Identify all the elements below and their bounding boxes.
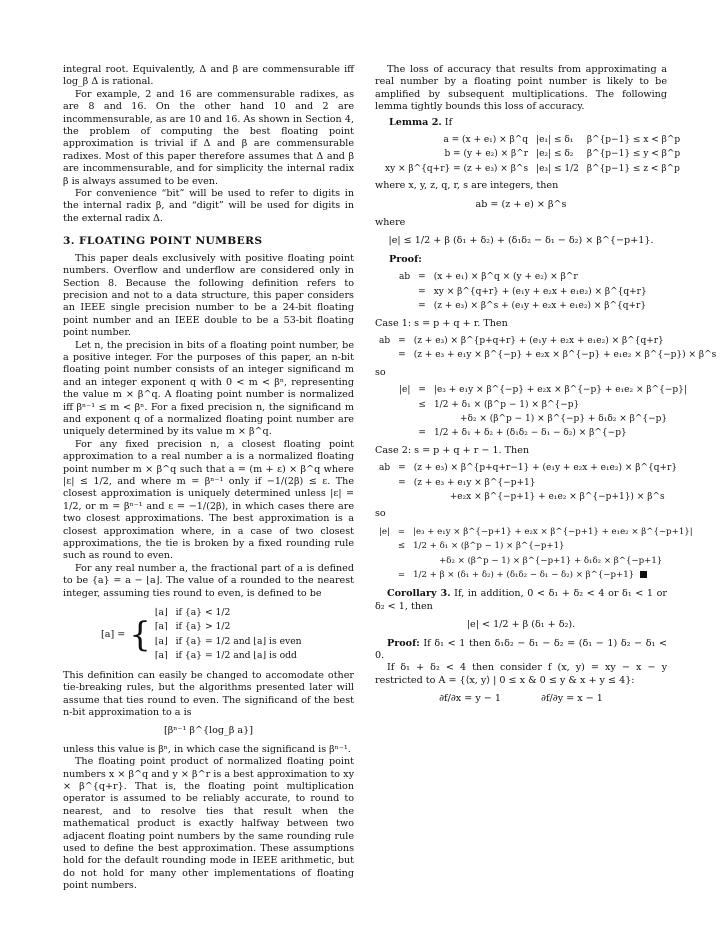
proof-label: Proof:: [389, 253, 422, 265]
product-equation: ab = (z + e) × β^s: [475, 198, 567, 210]
eq-rhs: +δ₂ × (β^p − 1) × β^{−p+1} + δ₁δ₂ × β^{−p+1}: [439, 555, 663, 566]
case-value: ⌊a⌋: [154, 607, 168, 619]
lemma-range: β^{p−1} ≤ z < β^p: [586, 163, 680, 174]
corollary: [375, 588, 667, 613]
paragraph: For convenience “bit” will be used to refer to digits in the internal radix β, and “digit” will be used for digits in the external radix Δ.: [63, 188, 354, 224]
eq-rel: [394, 490, 410, 504]
eq-rhs: (z + e₃) × β^s + (e₁y + e₂x + e₁e₂) × β^{q+r}: [433, 301, 647, 312]
lemma-equation: a = (x + e₁) × β^q: [443, 135, 529, 146]
case2-bound: [375, 525, 697, 583]
case1-bound: [395, 383, 691, 441]
paragraph: so: [375, 366, 386, 378]
eq-rel: =: [397, 570, 406, 580]
corollary-equation: |e| < 1/2 + β (δ₁ + δ₂).: [466, 619, 576, 631]
paragraph: For any fixed precision n, a closest floating point approximation to a real number a is a normalized floating point number m × β^q such that a = (m + ε) × β^q where |ε| ≤ 1/2, and where m = βⁿ⁻¹ only if −1/(2β) ≤ ε. The closest approximation is uniquely determined unless |ε| = 1/2, or m = βⁿ⁻¹ and ε = −1/(2β), in which cases there are two closest approximations. The best approximation is a closest approximation where, in a case of two closest approximations, the tie is broken by a fixed rounding rule such as round to even.: [63, 438, 354, 562]
paragraph: where: [375, 217, 406, 229]
eq-rel: =: [418, 286, 426, 297]
paragraph: The loss of accuracy that results from approximating a real number by a floating point number is likely to be amplified by subsequent multiplications. The following lemma tightly bounds this loss of accuracy.: [375, 64, 667, 113]
eq-rel: =: [398, 463, 406, 474]
eq-rhs: (x + e₁) × β^q × (y + e₂) × β^r: [433, 272, 578, 283]
lemma-bound: |e₁| ≤ δ₁: [536, 135, 574, 146]
eq-lhs: [395, 426, 414, 440]
eq-rel: [414, 412, 430, 426]
lemma-equation: xy × β^{q+r} = (z + e₃) × β^s: [385, 163, 529, 174]
eq-lhs: [375, 476, 394, 490]
eq-rhs: 1/2 + δ₁ × (β^p − 1) × β^{−p}: [433, 399, 580, 410]
eq-lhs: ab: [379, 335, 391, 346]
rounding-lhs: [a] =: [101, 628, 126, 640]
eq-rel: [394, 554, 409, 568]
proof-label: Proof:: [387, 637, 420, 649]
paragraph: If δ₁ + δ₂ < 4 then consider f (x, y) = xy − x − y restricted to A = {⟨x, y⟩ | 0 ≤ x & 0 ≤ y & x + y ≤ 4}:: [375, 662, 667, 686]
eq-lhs: ab: [379, 463, 391, 474]
lemma-bound: |e₂| ≤ δ₂: [536, 149, 574, 160]
significand-formula: [βⁿ⁻¹ β^{log_β a}]: [163, 725, 254, 737]
paragraph: This paper deals exclusively with positive floating point numbers. Overflow and underflow are considered only in Section 8. Because the following definition refers to precision and not to a data structure, this paper considers an IEEE single precision number to be a 24-bit floating point number and an IEEE double to be a 53-bit floating point number.: [63, 252, 354, 339]
case-condition: if {a} < 1/2: [175, 607, 231, 619]
lemma-range: β^{p−1} ≤ y < β^p: [586, 149, 681, 160]
partial-derivatives: [375, 693, 667, 705]
eq-lhs: |e|: [399, 385, 411, 396]
eq-rhs-text: 1/2 + β × (δ₁ + δ₂) + (δ₁δ₂ − δ₁ − δ₂) × β^{−p+1}: [413, 570, 635, 580]
eq-lhs: [395, 299, 414, 313]
eq-rel: ≤: [418, 399, 426, 410]
eq-lhs: |e|: [379, 526, 390, 537]
eq-rel: =: [397, 526, 406, 537]
proof-text: If δ₁ < 1 then δ₁δ₂ − δ₁ − δ₂ = (δ₁ − 1) δ₂ − δ₁ < 0.: [375, 637, 667, 662]
right-column: [375, 64, 717, 706]
case-condition: if {a} = 1/2 and ⌊a⌋ is odd: [175, 650, 297, 662]
corollary-label: Corollary 3.: [387, 588, 451, 600]
corollary-text: If, in addition, 0 < δ₁ + δ₂ < 4 or δ₁ < 1 or δ₂ < 1, then: [375, 588, 667, 612]
eq-lhs: [375, 554, 394, 568]
eq-rhs: [409, 568, 697, 582]
eq-lhs: [375, 568, 394, 582]
paragraph: This definition can easily be changed to accomodate other tie-breaking rules, but the algorithms presented later will assume that ties round to even. The significand of the best n-bit approximation to a is: [63, 669, 354, 718]
eq-rel: ≤: [397, 541, 406, 552]
eq-rel: =: [398, 350, 406, 361]
paragraph: integral root. Equivalently, Δ and β are commensurable iff log_β Δ is rational.: [63, 64, 354, 88]
eq-lhs: ab: [399, 272, 411, 283]
rounding-cases: [151, 606, 306, 664]
case-condition: if {a} = 1/2 and ⌊a⌋ is even: [175, 635, 302, 647]
lemma-bound: |e₃| ≤ 1/2: [536, 163, 579, 174]
eq-rhs: +δ₂ × (β^p − 1) × β^{−p} + δ₁δ₂ × β^{−p}: [459, 413, 668, 424]
eq-rhs: 1/2 + δ₁ × (β^p − 1) × β^{−p+1}: [413, 541, 565, 552]
lemma-if: If: [444, 116, 453, 128]
case1-derivation: [375, 334, 720, 363]
proof-derivation: [395, 270, 651, 313]
eq-rhs: +e₂x × β^{−p+1} + e₁e₂ × β^{−p+1}) × β^s: [449, 491, 665, 502]
eq-rhs: (z + e₃) × β^{p+q+r−1} + (e₁y + e₂x + e₁e₂) × β^{q+r}: [413, 463, 678, 474]
case-value: ⌈a⌉: [154, 621, 168, 633]
case-value: ⌈a⌉: [154, 650, 168, 662]
eq-rhs: (z + e₃ + e₁y × β^{−p} + e₂x × β^{−p} + e₁e₂ × β^{−p}) × β^s: [413, 350, 717, 361]
eq-lhs: [395, 398, 414, 412]
lemma-header: [389, 117, 667, 129]
paragraph: Let n, the precision in bits of a floating point number, be a positive integer. For the purposes of this paper, an n-bit floating point number consists of an integer significand m and an integer exponent q with 0 < m < βⁿ, representing the value m × β^q. A floating point number is normalized iff βⁿ⁻¹ ≤ m < βⁿ. For a fixed precision n, the significand m and exponent q of a normalized floating point number are uniquely determined by its value m × β^q.: [63, 339, 354, 438]
eq-rhs: |e₃ + e₁y × β^{−p} + e₂x × β^{−p} + e₁e₂ × β^{−p}|: [433, 385, 687, 396]
eq-rel: =: [398, 335, 406, 346]
error-bound: |e| ≤ 1/2 + β (δ₁ + δ₂) + (δ₁δ₂ − δ₁ − δ₂) × β^{−p+1}.: [388, 235, 654, 247]
eq-lhs: [375, 490, 394, 504]
lemma-label: Lemma 2.: [389, 116, 442, 128]
eq-rhs: xy × β^{q+r} + (e₁y + e₂x + e₁e₂) × β^{q+r}: [433, 286, 647, 297]
eq-rel: =: [418, 301, 426, 312]
eq-lhs: [395, 412, 414, 426]
lemma-equation: b = (y + e₂) × β^r: [444, 149, 529, 160]
case-condition: if {a} > 1/2: [175, 621, 231, 633]
lemma-conditions: [381, 133, 684, 176]
case-heading: Case 1: s = p + q + r. Then: [375, 317, 508, 329]
eq-lhs: [375, 348, 394, 362]
eq-rel: =: [418, 428, 426, 439]
rounding-definition: [101, 606, 354, 664]
eq-rhs: (z + e₃) × β^{p+q+r} + (e₁y + e₂x + e₁e₂) × β^{q+r}: [413, 335, 664, 346]
case-value: ⌊a⌋: [154, 635, 168, 647]
case2-derivation: [375, 461, 681, 504]
partial-y: ∂f/∂y = x − 1: [541, 693, 603, 705]
left-column: [63, 64, 354, 893]
eq-lhs: [395, 285, 414, 299]
qed-square-icon: [640, 571, 647, 578]
paragraph: where x, y, z, q, r, s are integers, then: [375, 180, 559, 192]
eq-rel: =: [418, 385, 426, 396]
eq-rhs: 1/2 + δ₁ + δ₂ + (δ₁δ₂ − δ₁ − δ₂) × β^{−p}: [433, 428, 627, 439]
eq-rel: =: [418, 272, 426, 283]
case-heading: Case 2: s = p + q + r − 1. Then: [375, 444, 530, 456]
proof-paragraph: [375, 638, 667, 663]
paragraph: The floating point product of normalized floating point numbers x × β^q and y × β^r is a best approximation to xy × β^{q+r}. That is, the floating point multiplication operator is assumed to be reliably accurate, to round to nearest, and to resolve ties that result when the mathematical product is exactly halfway between two adjacent floating point numbers by the same rounding rule used to define the best approximation. These assumptions hold for the default rounding mode in IEEE arithmetic, but do not hold for many other implementations of floating point numbers.: [63, 756, 354, 892]
paragraph: unless this value is βⁿ, in which case the significand is βⁿ⁻¹.: [63, 743, 351, 755]
eq-rhs: (z + e₃ + e₁y × β^{−p+1}: [413, 477, 536, 488]
paragraph: For example, 2 and 16 are commensurable radixes, as are 8 and 16. On the other hand 10 and 2 are incommensurable, as are 10 and 16. As shown in Section 4, the problem of computing the best floating point approximation is trivial if Δ and β are commensurable radixes. Most of this paper therefore assumes that Δ and β are incommensurable, and for simplicity the internal radix β is always assumed to be even.: [63, 88, 354, 187]
eq-lhs: [375, 539, 394, 553]
paragraph: For any real number a, the fractional part of a is defined to be {a} = a − ⌊a⌋. The value of a rounded to the nearest integer, assuming ties round to even, is defined to be: [63, 562, 354, 599]
eq-rhs: |e₃ + e₁y × β^{−p+1} + e₂x × β^{−p+1} + e₁e₂ × β^{−p+1}|: [413, 526, 693, 537]
section-heading: 3. FLOATING POINT NUMBERS: [63, 235, 263, 248]
eq-rel: =: [398, 477, 406, 488]
lemma-range: β^{p−1} ≤ x < β^p: [586, 135, 681, 146]
partial-x: ∂f/∂x = y − 1: [439, 693, 501, 705]
left-brace-icon: {: [129, 614, 151, 655]
paragraph: so: [375, 508, 386, 520]
